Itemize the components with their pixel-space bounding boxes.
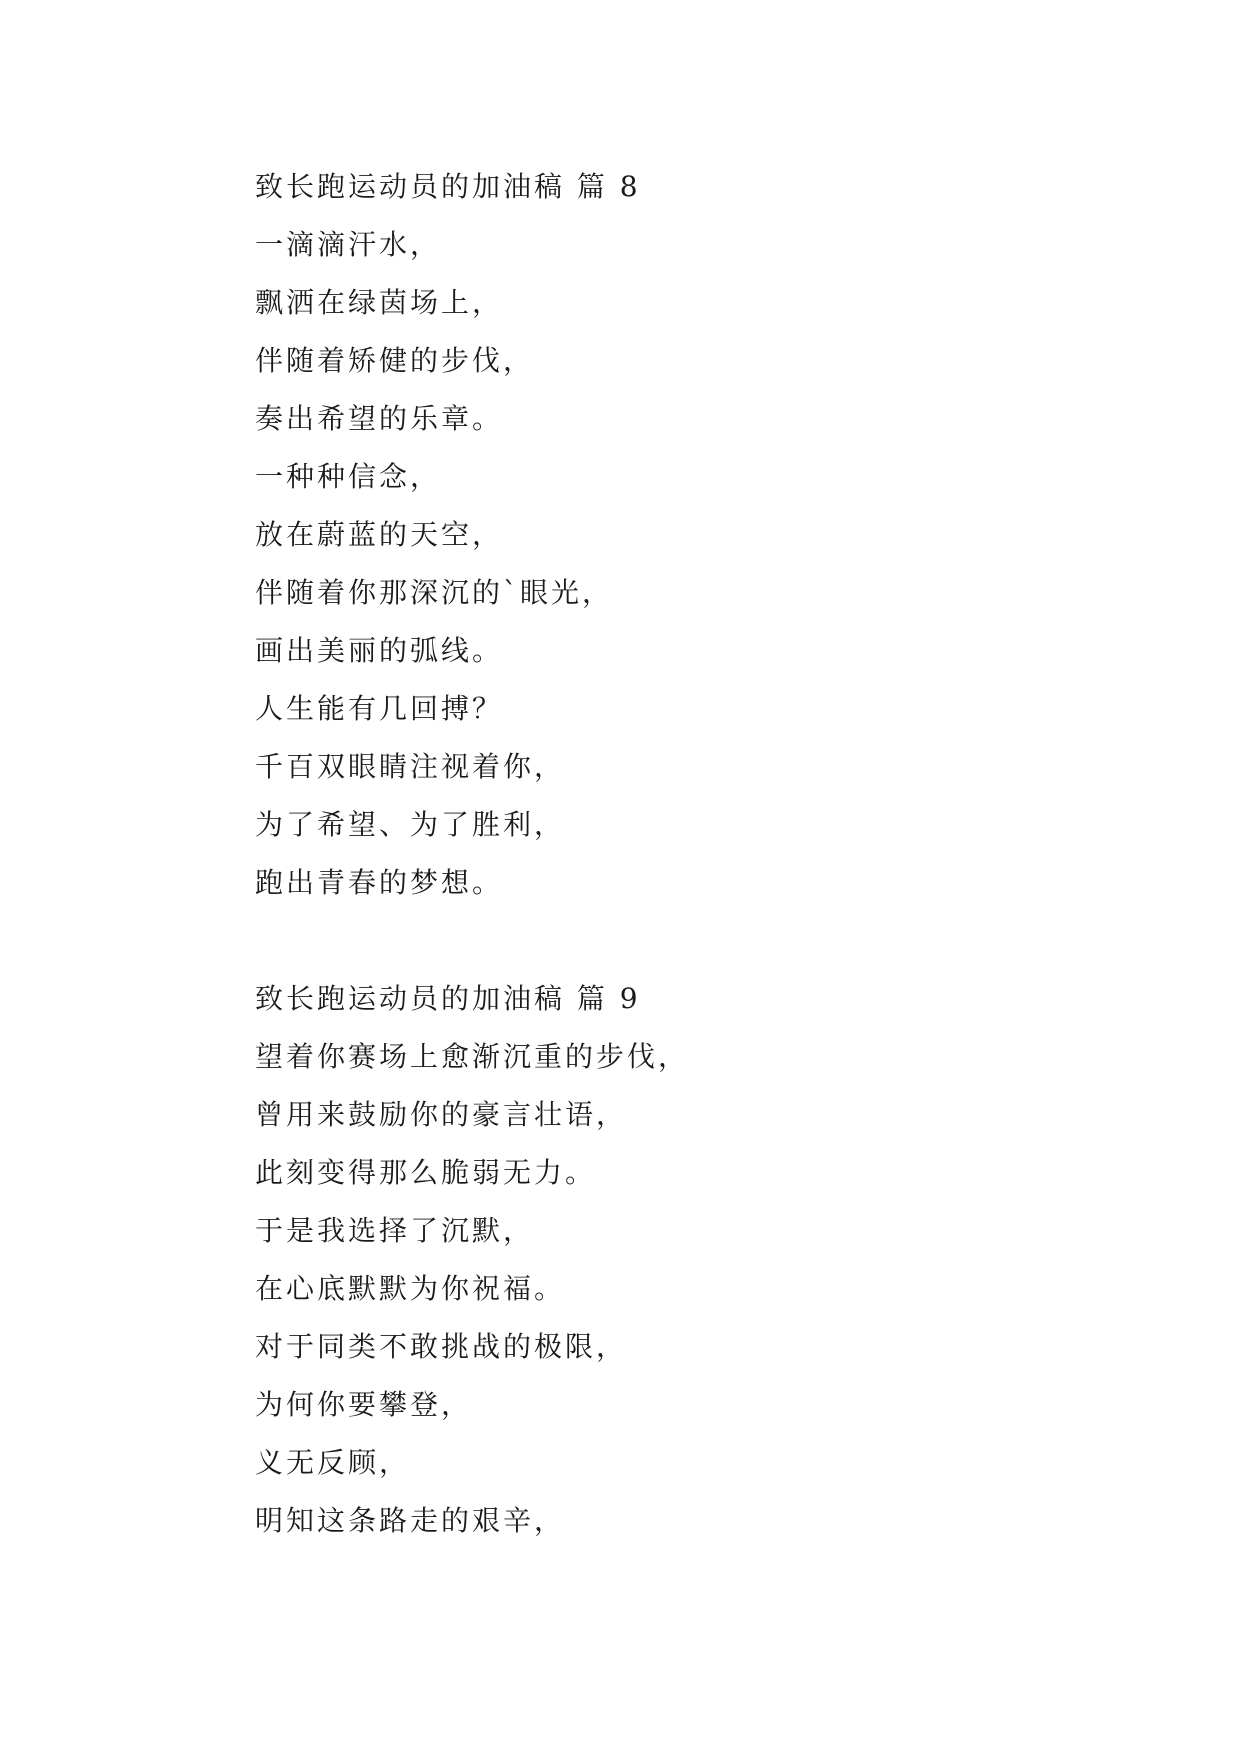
text-line: 千百双眼睛注视着你，: [255, 750, 566, 783]
section-title: 致长跑运动员的加油稿 篇 9: [255, 982, 641, 1015]
text-line: 伴随着你那深沉的`眼光，: [255, 576, 614, 609]
text-line: 一滴滴汗水，: [255, 228, 442, 261]
text-line: 此刻变得那么脆弱无力。: [255, 1156, 597, 1189]
text-line: 一种种信念，: [255, 460, 442, 493]
text-line: 飘洒在绿茵场上，: [255, 286, 504, 319]
section-title: 致长跑运动员的加油稿 篇 8: [255, 170, 641, 203]
section-spacer: [255, 912, 1155, 970]
text-line: 义无反顾，: [255, 1446, 411, 1479]
text-line: 明知这条路走的艰辛，: [255, 1504, 566, 1537]
text-line: 于是我选择了沉默，: [255, 1214, 535, 1247]
text-line: 人生能有几回搏？: [255, 692, 504, 725]
text-line: 曾用来鼓励你的豪言壮语，: [255, 1098, 628, 1131]
text-line: 放在蔚蓝的天空，: [255, 518, 504, 551]
text-line: 奏出希望的乐章。: [255, 402, 504, 435]
text-line: 为了希望、为了胜利，: [255, 808, 566, 841]
section-9: [255, 970, 1155, 1550]
text-line: 在心底默默为你祝福。: [255, 1272, 566, 1305]
text-line: 伴随着矫健的步伐，: [255, 344, 535, 377]
text-line: 画出美丽的弧线。: [255, 634, 504, 667]
text-line: 对于同类不敢挑战的极限，: [255, 1330, 628, 1363]
text-line: 望着你赛场上愈渐沉重的步伐，: [255, 1040, 690, 1073]
text-line: 为何你要攀登，: [255, 1388, 473, 1421]
document-body: [255, 158, 1155, 1550]
text-line: 跑出青春的梦想。: [255, 866, 504, 899]
section-8: [255, 158, 1155, 912]
